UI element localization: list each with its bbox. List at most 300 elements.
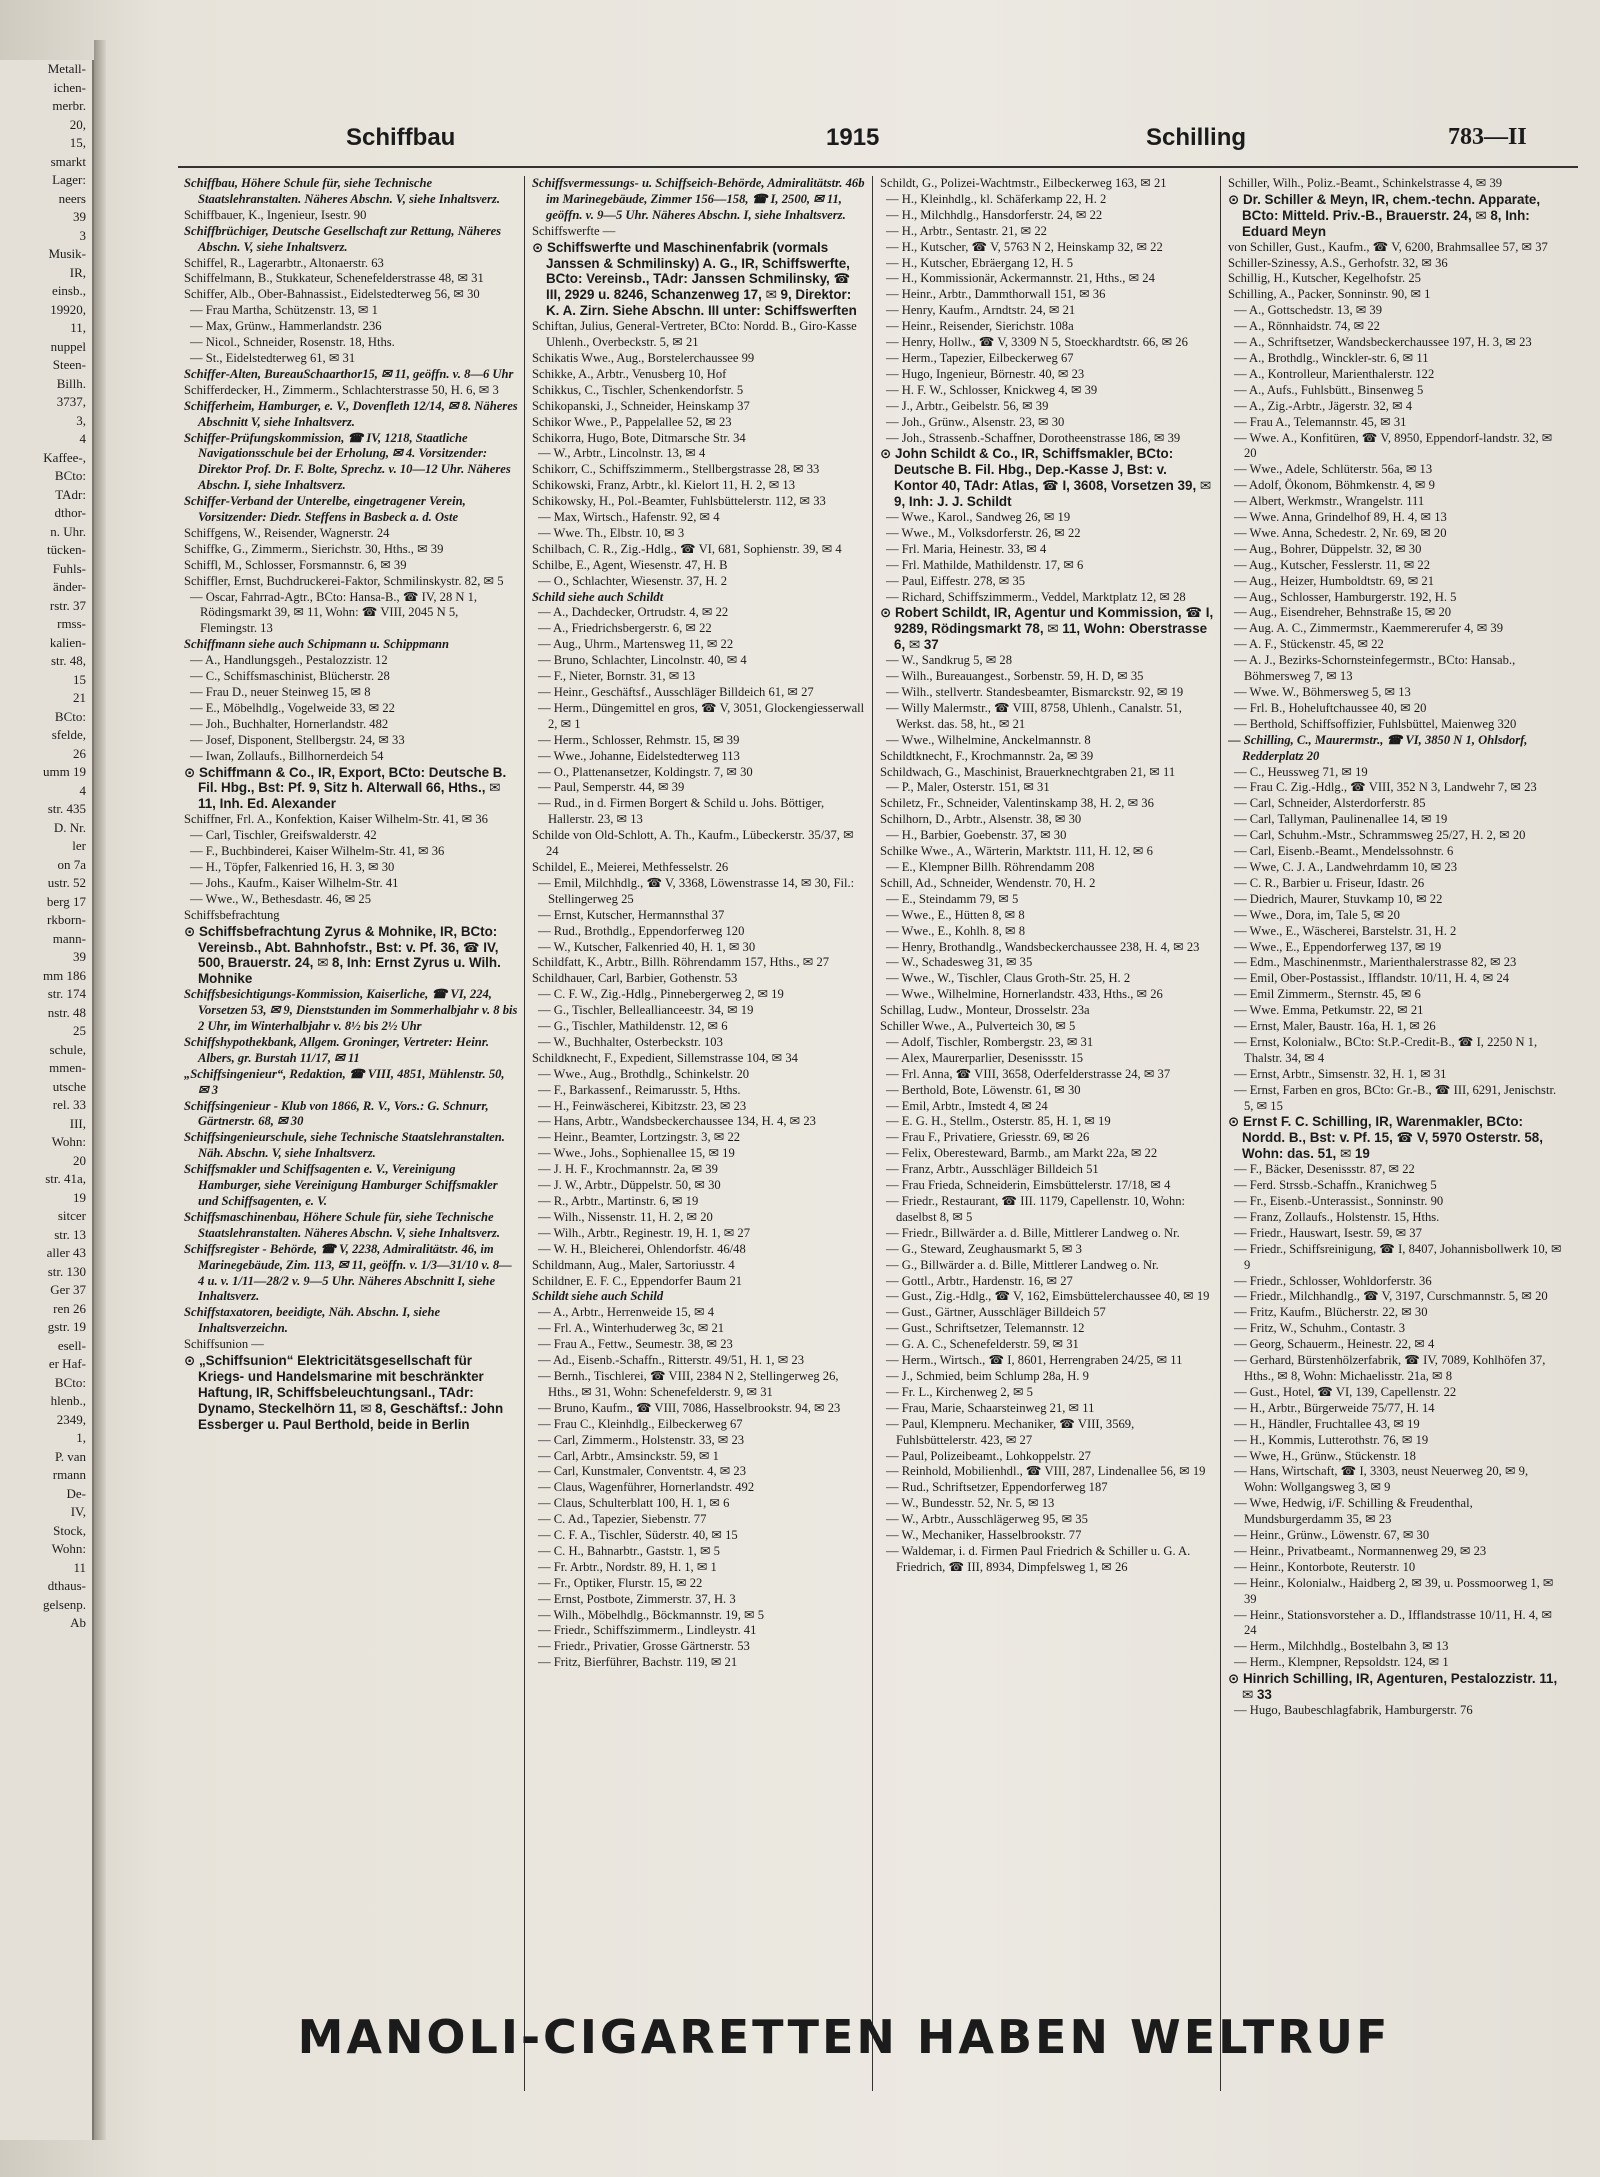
directory-entry: ⊙ Hinrich Schilling, IR, Agenturen, Pestalozzistr. 11, ✉ 33: [1228, 1671, 1558, 1703]
directory-entry: — Wwe., Johs., Sophienallee 15, ✉ 19: [538, 1146, 735, 1161]
directory-entry: — Carl, Tallyman, Paulinenallee 14, ✉ 19: [1234, 812, 1448, 827]
directory-entry: — Hugo, Baubeschlagfabrik, Hamburgerstr. 76: [1234, 1703, 1473, 1717]
directory-entry: — A., Aufs., Fuhlsbütt., Binsenweg 5: [1234, 382, 1424, 397]
directory-entry: — Carl, Schneider, Alsterdorferstr. 85: [1234, 796, 1426, 811]
directory-entry: — H., Kutscher, ☎ V, 5763 N 2, Heinskamp 32, ✉ 22: [886, 239, 1163, 254]
margin-fragment: hlenb.,: [50, 1393, 86, 1408]
margin-fragment: Stock,: [53, 1522, 86, 1538]
margin-fragment: Ger 37: [50, 1282, 86, 1297]
directory-entry: — A., Friedrichsbergerstr. 6, ✉ 22: [538, 621, 712, 636]
margin-fragment: dthaus-: [47, 1578, 86, 1593]
directory-entry: Schikor Wwe., P., Pappelallee 52, ✉ 23: [532, 414, 732, 429]
directory-entry: — F., Barkassenf., Reimarusstr. 5, Hths.: [538, 1082, 741, 1097]
margin-fragment: smarkt: [50, 153, 86, 169]
directory-entry: — Aug., Uhrm., Martensweg 11, ✉ 22: [538, 637, 734, 652]
directory-entry: Schiffbau, Höhere Schule für, siehe Technische Staatslehranstalten. Näheres Abschn. V, siehe Inhaltsverz.: [184, 176, 500, 206]
directory-entry: — Max, Grünw., Hammerlandstr. 236: [190, 319, 382, 334]
directory-entry: Schiffsmakler und Schiffsagenten e. V., Vereinigung Hamburger, siehe Vereinigung Hamburger Schiffsmakler und Schiffsagenten, e. V.: [184, 1162, 498, 1208]
directory-entry: — Heinr., Geschäftsf., Ausschläger Billdeich 61, ✉ 27: [538, 685, 814, 699]
margin-fragment: IR,: [69, 264, 86, 280]
directory-entry: Schillag, Ludw., Monteur, Drosselstr. 23a: [880, 1003, 1090, 1018]
margin-fragment: 39: [73, 949, 86, 964]
directory-entry: Schilhorn, D., Arbtr., Alsenstr. 38, ✉ 30: [880, 812, 1082, 827]
margin-fragment: D. Nr.: [53, 819, 86, 835]
directory-entry: — G., Steward, Zeughausmarkt 5, ✉ 3: [886, 1241, 1082, 1256]
directory-entry: — Wwe. Anna, Grindelhof 89, H. 4, ✉ 13: [1234, 510, 1447, 525]
directory-entry: — J. H. F., Krochmannstr. 2a, ✉ 39: [538, 1162, 718, 1177]
directory-entry: — Wilh., Nissenstr. 11, H. 2, ✉ 20: [538, 1209, 713, 1224]
directory-entry: — Wwe., Johanne, Eidelstedterweg 113: [538, 748, 740, 763]
directory-entry: — G., Tischler, Belleallianceestr. 34, ✉ 19: [538, 1003, 754, 1018]
directory-entry: — Wwe. Th., Elbstr. 10, ✉ 3: [538, 525, 685, 540]
margin-fragment: 19: [73, 1189, 86, 1205]
directory-entry: Schildel, E., Meierei, Methfesselstr. 26: [532, 859, 729, 874]
header-right-keyword: Schilling: [1146, 124, 1247, 151]
directory-entry: — W., Bundesstr. 52, Nr. 5, ✉ 13: [886, 1496, 1055, 1511]
directory-entry: — A. F., Stückenstr. 45, ✉ 22: [1234, 637, 1384, 652]
directory-entry: — Carl, Schuhm.-Mstr., Schrammsweg 25/27, H. 2, ✉ 20: [1234, 828, 1526, 843]
margin-fragment: Lager:: [52, 172, 86, 187]
directory-entry: Schiffer-Alten, BureauSchaarthor15, ✉ 11, geöffn. v. 8—6 Uhr: [184, 366, 514, 381]
directory-entry: Schiffsbefrachtung: [184, 907, 280, 922]
directory-entry: — Heinr., Reisender, Sierichstr. 108a: [886, 319, 1074, 334]
directory-entry: — A. J., Bezirks-Schornsteinfegermstr., BCto: Hansab., Böhmersweg 7, ✉ 13: [1234, 653, 1516, 684]
directory-entry: — Joh., Buchhalter, Hornerlandstr. 482: [190, 716, 389, 731]
directory-entry: Schiffer-Verband der Unterelbe, eingetragener Verein, Vorsitzender: Diedr. Steffens in Basbeck a. d. Oste: [184, 494, 466, 525]
directory-entry: — Berthold, Bote, Löwenstr. 61, ✉ 30: [886, 1082, 1081, 1097]
directory-entry: Schikowski, Franz, Arbtr., kl. Kielort 11, H. 2, ✉ 13: [532, 478, 795, 493]
directory-entry: Schill, Ad., Schneider, Wendenstr. 70, H. 2: [880, 875, 1096, 890]
directory-entry: — A., Arbtr., Herrenweide 15, ✉ 4: [538, 1305, 714, 1320]
directory-entry: — H., Kutscher, Ebräergang 12, H. 5: [886, 255, 1074, 270]
directory-entry: — Ernst, Postbote, Zimmerstr. 37, H. 3: [538, 1591, 736, 1606]
directory-entry: Schilde von Old-Schlott, A. Th., Kaufm., Lübeckerstr. 35/37, ✉ 24: [532, 828, 854, 859]
directory-entry: — A., Brothdlg., Winckler-str. 6, ✉ 11: [1234, 350, 1429, 365]
directory-entry: Schikowsky, H., Pol.-Beamter, Fuhlsbüttelerstr. 112, ✉ 33: [532, 494, 826, 509]
directory-entry: — Heinr., Beamter, Lortzingstr. 3, ✉ 22: [538, 1130, 741, 1145]
directory-entry: — Wwe. A., Konfitüren, ☎ V, 8950, Eppendorf-landstr. 32, ✉ 20: [1234, 430, 1553, 461]
margin-fragment: 4: [79, 431, 86, 446]
directory-entry: — W., Buchhalter, Osterbeckstr. 103: [538, 1034, 723, 1049]
directory-entry: — A., Handlungsgeh., Pestalozzistr. 12: [190, 653, 388, 668]
directory-entry: — Ad., Eisenb.-Schaffn., Ritterstr. 49/51, H. 1, ✉ 23: [538, 1353, 805, 1368]
directory-entry: — Friedr., Restaurant, ☎ III. 1179, Capellenstr. 10, Wohn: daselbst 8, ✉ 5: [886, 1194, 1186, 1224]
margin-fragment: kalien-: [49, 634, 86, 650]
directory-entry: — Wwe., E., Hütten 8, ✉ 8: [886, 907, 1025, 922]
margin-fragment: BCto:: [54, 468, 86, 483]
margin-fragment: dthor-: [54, 505, 86, 520]
directory-entry: — Adolf, Ökonom, Böhmkenstr. 4, ✉ 9: [1234, 478, 1435, 493]
directory-entry: — Schilling, C., Maurermstr., ☎ VI, 3850 N 1, Ohlsdorf, Redderplatz 20: [1228, 732, 1528, 763]
directory-entry: — Oscar, Fahrrad-Agtr., BCto: Hansa-B., ☎ IV, 28 N 1, Rödingsmarkt 39, ✉ 11, Wohn: ☎ VIII, 2045 N 5, Flemingstr. 13: [190, 589, 478, 636]
page-number: 783—II: [1448, 124, 1527, 150]
margin-fragment: 15: [73, 671, 86, 687]
directory-entry: ⊙ Schiffsbefrachtung Zyrus & Mohnike, IR, BCto: Vereinsb., Abt. Bahnhofstr., Bst: v. Pf. 36, ☎ IV, 500, Brauerstr. 24, ✉ 8, Inh: Ernst Zyrus u. Wilh. Mohnike: [184, 923, 501, 987]
directory-entry: — Hans, Wirtschaft, ☎ I, 3303, neust Neuerweg 20, ✉ 9, Wohn: Wollgangsweg 3, ✉ 9: [1234, 1464, 1529, 1495]
directory-entry: — Joh., Strassenb.-Schaffner, Dorotheenstrasse 186, ✉ 39: [886, 430, 1181, 445]
directory-entry: Schikke, A., Arbtr., Venusberg 10, Hof: [532, 366, 727, 381]
directory-entry: Schildtknecht, F., Krochmannstr. 2a, ✉ 39: [880, 748, 1094, 763]
adjacent-page-fragment: [0, 60, 94, 2140]
directory-entry: Schiffshypothekbank, Allgem. Groninger, Vertreter: Heinr. Albers, gr. Burstah 11/17, ✉ 11: [184, 1034, 490, 1065]
directory-entry: — Ernst, Kolonialw., BCto: St.P.-Credit-B., ☎ I, 2250 N 1, Thalstr. 34, ✉ 4: [1234, 1034, 1538, 1065]
column-2: [532, 176, 866, 2091]
footer-advertisement: MANOLI-CIGARETTEN HABEN WELTRUF: [297, 2010, 1391, 2064]
directory-entry: — Bruno, Kaufm., ☎ VIII, 7086, Hasselbrookstr. 94, ✉ 23: [538, 1400, 841, 1415]
margin-fragment: 25: [73, 1023, 86, 1038]
directory-entry: Schildhauer, Carl, Barbier, Gothenstr. 53: [532, 971, 738, 986]
directory-entry: — Richard, Schiffszimmerm., Veddel, Marktplatz 12, ✉ 28: [886, 589, 1186, 604]
column-divider: [1220, 176, 1221, 2091]
directory-entry: — W., Mechaniker, Hasselbrookstr. 77: [886, 1528, 1082, 1543]
directory-entry: — Diedrich, Maurer, Stuvkamp 10, ✉ 22: [1234, 891, 1443, 906]
running-header: [108, 118, 1580, 158]
margin-fragment: rmann: [52, 1467, 86, 1482]
directory-entry: Schillig, H., Kutscher, Kegelhofstr. 25: [1228, 271, 1421, 286]
directory-entry: — Herm., Schlosser, Rehmstr. 15, ✉ 39: [538, 732, 740, 747]
directory-entry: — Paul, Eiffestr. 278, ✉ 35: [886, 573, 1026, 588]
directory-entry: — Willy Malermstr., ☎ VIII, 8758, Uhlenh., Canalstr. 51, Werkst. das. 58, ht., ✉ 21: [886, 700, 1182, 731]
directory-entry: — J., Schmied, beim Schlump 28a, H. 9: [886, 1368, 1089, 1383]
directory-entry: — Frau F., Privatiere, Griesstr. 69, ✉ 26: [886, 1130, 1090, 1145]
margin-fragment: ichen-: [53, 79, 86, 95]
directory-entry: — A., Schriftsetzer, Wandsbeckerchaussee 197, H. 3, ✉ 23: [1234, 335, 1532, 350]
directory-entry: — C. F. A., Tischler, Süderstr. 40, ✉ 15: [538, 1528, 738, 1543]
directory-entry: — C., Schiffsmaschinist, Blücherstr. 28: [190, 669, 390, 684]
directory-entry: ⊙ Schiffmann & Co., IR, Export, BCto: Deutsche B. Fil. Hbg., Bst: Pf. 9, Sitz h. Alterwall 66, Hths., ✉ 11, Inh. Ed. Alexander: [184, 764, 507, 812]
directory-entry: — Felix, Oberesteward, Barmb., am Markt 22a, ✉ 22: [886, 1146, 1158, 1161]
directory-entry: ⊙ „Schiffsunion“ Elektricitätsgesellschaft für Kriegs- und Handelsmarine mit beschränkter Haftung, IR, Schiffsbeleuchtungsanl., TAdr: Dynamo, Steckelhörn 11, ✉ 8, Geschäftsf.: John Essberger u. Paul Berthold, beide in Berlin: [184, 1353, 504, 1432]
directory-entry: — Henry, Kaufm., Arndtstr. 24, ✉ 21: [886, 303, 1076, 318]
margin-fragment: on 7a: [57, 856, 86, 872]
directory-entry: Schiffgens, W., Reisender, Wagnerstr. 24: [184, 525, 390, 540]
margin-fragment: De-: [66, 1485, 86, 1501]
margin-fragment: IV,: [70, 1504, 86, 1519]
directory-entry: — Friedr., Schlosser, Wohldorferstr. 36: [1234, 1273, 1432, 1288]
margin-fragment: er Haf-: [48, 1356, 86, 1371]
directory-entry: — Herm., Klempner, Repsoldstr. 124, ✉ 1: [1234, 1655, 1449, 1670]
margin-fragment: Wohn:: [51, 1541, 86, 1556]
directory-entry: ⊙ Robert Schildt, IR, Agentur und Kommission, ☎ I, 9289, Rödingsmarkt 78, ✉ 11, Wohn: Oberstrasse 6, ✉ 37: [880, 605, 1214, 653]
directory-entry: Schild siehe auch Schildt: [532, 589, 664, 604]
directory-entry: — C. R., Barbier u. Friseur, Idastr. 26: [1234, 875, 1425, 890]
directory-entry: — Wwe., Dora, im, Tale 5, ✉ 20: [1234, 907, 1400, 922]
directory-entry: — O., Schlachter, Wiesenstr. 37, H. 2: [538, 573, 728, 588]
directory-entry: — Wwe., Karol., Sandweg 26, ✉ 19: [886, 510, 1071, 525]
directory-entry: — C., Heussweg 71, ✉ 19: [1234, 764, 1368, 779]
directory-entry: — Reinhold, Mobilienhdl., ☎ VIII, 287, Lindenallee 56, ✉ 19: [886, 1464, 1206, 1479]
directory-entry: — C. H., Bahnarbtr., Gaststr. 1, ✉ 5: [538, 1543, 720, 1558]
margin-fragment: BCto:: [54, 708, 86, 724]
directory-entry: — Franz, Arbtr., Ausschläger Billdeich 51: [886, 1162, 1099, 1177]
directory-entry: — H., Kommis, Lutterothstr. 76, ✉ 19: [1234, 1432, 1429, 1447]
directory-entry: — Paul, Klempneru. Mechaniker, ☎ VIII, 3569, Fuhlsbüttelerstr. 423, ✉ 27: [886, 1416, 1135, 1447]
directory-entry: — Wwe., Wilhelmine, Anckelmannstr. 8: [886, 732, 1091, 747]
margin-fragment: Billh.: [56, 375, 86, 391]
directory-entry: — H., Barbier, Goebenstr. 37, ✉ 30: [886, 828, 1067, 843]
directory-entry: — Friedr., Privatier, Grosse Gärtnerstr. 53: [538, 1639, 750, 1654]
directory-entry: — Fritz, W., Schuhm., Contastr. 3: [1234, 1321, 1406, 1336]
directory-entry: — Wwe., W., Bethesdastr. 46, ✉ 25: [190, 891, 372, 906]
directory-entry: ⊙ Dr. Schiller & Meyn, IR, chem.-techn. Apparate, BCto: Mitteld. Priv.-B., Brauerstr. 24, ✉ 8, Inh: Eduard Meyn: [1228, 191, 1541, 239]
directory-entry: — Gust., Hotel, ☎ VI, 139, Capellenstr. 22: [1234, 1384, 1457, 1399]
directory-entry: Schikorra, Hugo, Bote, Ditmarsche Str. 34: [532, 430, 746, 445]
directory-entry: — Fritz, Bierführer, Bachstr. 119, ✉ 21: [538, 1655, 738, 1670]
margin-fragment: III,: [69, 1115, 86, 1131]
directory-entry: — Wwe, C. J. A., Landwehrdamm 10, ✉ 23: [1234, 859, 1457, 874]
margin-fragment: tücken-: [47, 542, 86, 557]
directory-entry: — Wwe., E., Kohlh. 8, ✉ 8: [886, 923, 1026, 938]
margin-fragment: Ab: [70, 1615, 86, 1630]
directory-entry: — Wwe., Wilhelmine, Hornerlandstr. 433, Hths., ✉ 26: [886, 987, 1163, 1002]
directory-entry: — Frau Martha, Schützenstr. 13, ✉ 1: [190, 303, 378, 318]
directory-entry: — Gottl., Arbtr., Hardenstr. 16, ✉ 27: [886, 1273, 1073, 1288]
margin-fragment: utsche: [52, 1078, 86, 1094]
directory-entry: — Wwe., E., Eppendorferweg 137, ✉ 19: [1234, 939, 1442, 954]
margin-fragment: ustr. 52: [47, 875, 86, 890]
directory-entry: Schildwach, G., Maschinist, Brauerknechtgraben 21, ✉ 11: [880, 764, 1176, 779]
margin-fragment: Wohn:: [51, 1134, 86, 1149]
directory-entry: — Herm., Tapezier, Eilbeckerweg 67: [886, 350, 1074, 365]
directory-entry: — W., Arbtr., Lincolnstr. 13, ✉ 4: [538, 446, 706, 461]
directory-entry: Schikorr, C., Schiffszimmerm., Stellbergstrasse 28, ✉ 33: [532, 462, 820, 477]
margin-fragment: 1,: [76, 1430, 86, 1445]
directory-entry: — Rud., in d. Firmen Borgert & Schild u. Johs. Böttiger, Hallerstr. 23, ✉ 13: [538, 796, 825, 827]
directory-entry: Schiffstaxatoren, beeidigte, Näh. Abschn. I, siehe Inhaltsverzeichn.: [184, 1305, 441, 1336]
margin-fragment: 39: [73, 209, 86, 224]
directory-entry: — Frau A., Telemannstr. 45, ✉ 31: [1234, 414, 1407, 429]
directory-entry: — Emil Zimmerm., Sternstr. 45, ✉ 6: [1234, 987, 1421, 1002]
directory-entry: — J. W., Arbtr., Düppelstr. 50, ✉ 30: [538, 1178, 721, 1193]
margin-fragment: Musik-: [48, 246, 86, 261]
margin-fragment: mann-: [52, 930, 86, 946]
directory-entry: — Carl, Kunstmaler, Conventstr. 4, ✉ 23: [538, 1464, 747, 1479]
directory-entry: Schiller-Szinessy, A.S., Gerhofstr. 32, ✉ 36: [1228, 255, 1448, 270]
margin-fragment: str. 13: [54, 1226, 86, 1242]
directory-entry: Schiffbrüchiger, Deutsche Gesellschaft zur Rettung, Näheres Abschn. V, siehe Inhaltsverz.: [184, 223, 502, 254]
directory-entry: — Rud., Schriftsetzer, Eppendorferweg 187: [886, 1480, 1108, 1495]
directory-entry: — W., Sandkrug 5, ✉ 28: [886, 653, 1012, 668]
directory-entry: — Emil, Ober-Postassist., Ifflandstr. 10/11, H. 4, ✉ 24: [1234, 971, 1510, 986]
directory-entry: — Claus, Schulterblatt 100, H. 1, ✉ 6: [538, 1496, 730, 1511]
directory-entry: — Paul, Polizeibeamt., Lohkoppelstr. 27: [886, 1448, 1091, 1463]
directory-entry: — Emil, Milchhdlg., ☎ V, 3368, Löwenstrasse 14, ✉ 30, Fil.: Stellingerweg 25: [538, 875, 855, 906]
margin-fragment: schule,: [49, 1041, 86, 1057]
directory-entry: — Carl, Eisenb.-Beamt., Mendelssohnstr. 6: [1234, 844, 1454, 859]
directory-entry: Schifferdecker, H., Zimmerm., Schlachterstrasse 50, H. 6, ✉ 3: [184, 382, 499, 397]
directory-entry: — Heinr., Stationsvorsteher a. D., Ifflandstrasse 10/11, H. 4, ✉ 24: [1234, 1607, 1552, 1638]
directory-entry: — H., Arbtr., Sentastr. 21, ✉ 22: [886, 223, 1047, 238]
directory-entry: — F., Nieter, Bornstr. 31, ✉ 13: [538, 669, 696, 684]
directory-entry: — O., Plattenansetzer, Koldingstr. 7, ✉ 30: [538, 764, 753, 779]
directory-entry: — St., Eidelstedterweg 61, ✉ 31: [190, 350, 356, 365]
directory-entry: — G., Tischler, Mathildenstr. 12, ✉ 6: [538, 1019, 728, 1034]
directory-entry: — F., Bäcker, Desenissstr. 87, ✉ 22: [1234, 1162, 1415, 1177]
margin-fragment: rkborn-: [47, 912, 86, 927]
directory-entry: — Gerhard, Bürstenhölzerfabrik, ☎ IV, 7089, Kohlhöfen 37, Hths., ✉ 8, Wohn: Michaelisstr. 21a, ✉ 8: [1234, 1353, 1546, 1383]
directory-entry: — Georg, Schauerm., Heinestr. 22, ✉ 4: [1234, 1337, 1435, 1352]
directory-entry: — Franz, Zollaufs., Holstenstr. 15, Hths.: [1234, 1209, 1440, 1224]
directory-entry: — Aug., Kutscher, Fesslerstr. 11, ✉ 22: [1234, 557, 1431, 572]
directory-entry: — Frau D., neuer Steinweg 15, ✉ 8: [190, 685, 371, 699]
directory-entry: — Adolf, Tischler, Rombergstr. 23, ✉ 31: [886, 1034, 1094, 1049]
directory-entry: — Wilh., Bureauangest., Sorbenstr. 59, H. D, ✉ 35: [886, 669, 1144, 684]
directory-entry: — Herm., Wirtsch., ☎ I, 8601, Herrengraben 24/25, ✉ 11: [886, 1353, 1183, 1368]
directory-entry: — Aug., Heizer, Humboldtstr. 69, ✉ 21: [1234, 573, 1434, 588]
directory-entry: „Schiffsingenieur“, Redaktion, ☎ VIII, 4851, Mühlenstr. 50, ✉ 3: [184, 1066, 505, 1097]
directory-entry: — Frau, Marie, Schaarsteinweg 21, ✉ 11: [886, 1400, 1095, 1415]
directory-entry: — E., Möbelhdlg., Vogelweide 33, ✉ 22: [190, 700, 395, 715]
directory-entry: — H., Kommissionär, Ackermannstr. 21, Hths., ✉ 24: [886, 271, 1155, 286]
header-year: 1915: [826, 124, 880, 151]
margin-fragment: P. van: [54, 1448, 86, 1464]
margin-fragment: 15,: [69, 135, 86, 150]
margin-fragment: mm 186: [43, 967, 86, 983]
directory-entry: — Wilh., stellvertr. Standesbeamter, Bismarckstr. 92, ✉ 19: [886, 685, 1184, 699]
directory-entry: — Paul, Semperstr. 44, ✉ 39: [538, 780, 685, 795]
directory-entry: — Nicol., Schneider, Rosenstr. 18, Hths.: [190, 335, 395, 350]
margin-fragment: str. 48,: [50, 653, 86, 668]
directory-entry: Schiffsunion —: [184, 1337, 264, 1352]
directory-entry: Schiffbauer, K., Ingenieur, Isestr. 90: [184, 207, 367, 222]
directory-entry: — A., Zig.-Arbtr., Jägerstr. 32, ✉ 4: [1234, 398, 1413, 413]
directory-entry: — Herm., Düngemittel en gros, ☎ V, 3051, Glockengiesserwall 2, ✉ 1: [538, 700, 865, 731]
directory-entry: — Fr., Eisenb.-Unterassist., Sonninstr. 90: [1234, 1194, 1444, 1208]
header-left-keyword: Schiffbau: [346, 124, 456, 151]
column-divider: [524, 176, 525, 2091]
margin-fragment: gelsenp.: [43, 1596, 86, 1612]
directory-entry: Schildknecht, F., Expedient, Sillemstrasse 104, ✉ 34: [532, 1050, 798, 1065]
directory-entry: — Hans, Arbtr., Wandsbeckerchaussee 134, H. 4, ✉ 23: [538, 1114, 816, 1129]
directory-entry: Schilke Wwe., A., Wärterin, Marktstr. 111, H. 12, ✉ 6: [880, 844, 1153, 859]
directory-entry: — Ernst, Arbtr., Simsenstr. 32, H. 1, ✉ 31: [1234, 1066, 1447, 1081]
directory-entry: — H., Arbtr., Bürgerweide 75/77, H. 14: [1234, 1400, 1435, 1415]
directory-entry: — Rud., Brothdlg., Eppendorferweg 120: [538, 923, 745, 938]
margin-fragment: Metall-: [47, 61, 86, 76]
directory-entry: — Wwe., Aug., Brothdlg., Schinkelstr. 20: [538, 1066, 750, 1081]
directory-entry: — Carl, Tischler, Greifswalderstr. 42: [190, 828, 377, 843]
directory-entry: — Iwan, Zollaufs., Billhornerdeich 54: [190, 748, 384, 763]
margin-fragment: 3737,: [56, 394, 86, 409]
directory-entry: — Bruno, Schlachter, Lincolnstr. 40, ✉ 4: [538, 653, 747, 668]
directory-entry: — Henry, Brothandlg., Wandsbeckerchaussee 238, H. 4, ✉ 23: [886, 939, 1200, 954]
directory-entry: Schiffsbesichtigungs-Kommission, Kaiserliche, ☎ VI, 224, Vorsetzen 53, ✉ 9, Dienststunden im Sommerhalbjahr v. 8 bis 2 Uhr, im Winterhalbjahr v. 8½ bis 2½ Uhr: [184, 987, 518, 1034]
directory-entry: — Joh., Grünw., Alsenstr. 23, ✉ 30: [886, 414, 1065, 429]
directory-entry: Schildfatt, K., Arbtr., Billh. Röhrendamm 157, Hths., ✉ 27: [532, 955, 830, 970]
directory-entry: Schiller, Wilh., Poliz.-Beamt., Schinkelstrasse 4, ✉ 39: [1228, 176, 1503, 190]
directory-entry: — Heinr., Arbtr., Dammthorwall 151, ✉ 36: [886, 287, 1106, 302]
margin-fragment: neers: [58, 190, 86, 206]
directory-entry: — E. G. H., Stellm., Osterstr. 85, H. 1, ✉ 19: [886, 1114, 1111, 1129]
margin-fragment: 3: [79, 227, 86, 243]
column-4: [1228, 176, 1562, 2091]
margin-fragment: 3,: [76, 412, 86, 428]
directory-entry: — H., Töpfer, Falkenried 16, H. 3, ✉ 30: [190, 859, 395, 874]
margin-fragment: 11: [73, 1559, 86, 1575]
directory-entry: — R., Arbtr., Martinstr. 6, ✉ 19: [538, 1194, 699, 1208]
directory-entry: Schilling, A., Packer, Sonninstr. 90, ✉ 1: [1228, 287, 1431, 302]
directory-entry: — E., Steindamm 79, ✉ 5: [886, 891, 1019, 906]
margin-fragment: ren 26: [53, 1300, 86, 1316]
directory-entry: — Alex, Maurerparlier, Desenissstr. 15: [886, 1050, 1084, 1065]
directory-entry: — Ferd. Strssb.-Schaffn., Kranichweg 5: [1234, 1178, 1437, 1193]
directory-entry: — Wwe., Adele, Schlüterstr. 56a, ✉ 13: [1234, 462, 1433, 477]
directory-entry: — Fr., Optiker, Flurstr. 15, ✉ 22: [538, 1575, 703, 1590]
directory-entry: — Fr. Arbtr., Nordstr. 89, H. 1, ✉ 1: [538, 1559, 717, 1574]
directory-entry: — W., Schadesweg 31, ✉ 35: [886, 955, 1033, 970]
directory-entry: — A., Dachdecker, Ortrudstr. 4, ✉ 22: [538, 605, 729, 620]
column-3: [880, 176, 1214, 2091]
directory-entry: — Gust., Gärtner, Ausschläger Billdeich 57: [886, 1305, 1106, 1320]
margin-fragment: merbr.: [52, 98, 86, 113]
directory-entry: Schiffl, M., Schlosser, Forsmannstr. 6, ✉ 39: [184, 557, 407, 572]
margin-fragment: 11,: [70, 320, 86, 335]
directory-entry: von Schiller, Gust., Kaufm., ☎ V, 6200, Brahmsallee 57, ✉ 37: [1228, 239, 1548, 254]
margin-fragment: mmen-: [49, 1060, 86, 1075]
margin-fragment: str. 41a,: [45, 1171, 86, 1186]
directory-entry: — Gust., Zig.-Hdlg., ☎ V, 162, Eimsbüttelerchaussee 40, ✉ 19: [886, 1289, 1210, 1304]
directory-entry: — Carl, Zimmerm., Holstenstr. 33, ✉ 23: [538, 1432, 745, 1447]
directory-entry: — Frl. B., Hoheluftchaussee 40, ✉ 20: [1234, 700, 1427, 715]
directory-entry: — Wilh., Arbtr., Reginestr. 19, H. 1, ✉ 27: [538, 1225, 751, 1240]
directory-entry: — Heinr., Grünw., Löwenstr. 67, ✉ 30: [1234, 1528, 1430, 1543]
directory-entry: — Friedr., Schiffsreinigung, ☎ I, 8407, Johannisbollwerk 10, ✉ 9: [1234, 1241, 1562, 1272]
directory-entry: Schiffel, R., Lagerarbtr., Altonaerstr. 63: [184, 255, 384, 270]
header-rule: [178, 166, 1578, 168]
directory-entry: — Wwe., W., Tischler, Claus Groth-Str. 25, H. 2: [886, 971, 1131, 986]
directory-entry: Schiffelmann, B., Stukkateur, Schenefelderstrasse 48, ✉ 31: [184, 271, 484, 286]
directory-entry: Schiffsregister - Behörde, ☎ V, 2238, Admiralitätstr. 46, im Marinegebäude, Zim. 113, ✉ 11, geöffn. v. 1/3—31/10 v. 8—4 u. v. 1/11—28/2 v. 9—5 Uhr. Näheres Abschnitt I, siehe Inhaltsverz.: [184, 1241, 512, 1304]
directory-entry: Schilbach, C. R., Zig.-Hdlg., ☎ VI, 681, Sophienstr. 39, ✉ 4: [532, 541, 842, 556]
margin-fragment: umm 19: [43, 764, 86, 779]
directory-entry: — Waldemar, i. d. Firmen Paul Friedrich & Schiller u. G. A. Friedrich, ☎ III, 8934, Dimpfelsweg 1, ✉ 26: [886, 1543, 1191, 1574]
margin-fragment: n. Uhr.: [50, 523, 86, 539]
directory-entry: Schildt, G., Polizei-Wachtmstr., Eilbeckerweg 163, ✉ 21: [880, 176, 1167, 190]
directory-entry: ⊙ Schiffswerfte und Maschinenfabrik (vormals Janssen & Schmilinsky) A. G., IR, Schiffswerfte, BCto: Vereinsb., TAdr: Janssen Schmilinsky, ☎ III, 2929 u. 8246, Schanzenweg 17, ✉ 9, Direktor: K. A. Zirn. Siehe Abschn. III unter: Schiffswerften: [532, 239, 857, 319]
directory-entry: Schiffke, G., Zimmerm., Sierichstr. 30, Hths., ✉ 39: [184, 541, 444, 556]
directory-entry: — Herm., Milchhdlg., Bostelbahn 3, ✉ 13: [1234, 1639, 1449, 1654]
directory-entry: — W. H., Bleicherei, Ohlendorfstr. 46/48: [538, 1241, 746, 1256]
directory-entry: — Fr. L., Kirchenweg 2, ✉ 5: [886, 1384, 1033, 1399]
directory-entry: — Wwe, Hedwig, i/F. Schilling & Freudenthal, Mundsburgerdamm 35, ✉ 23: [1234, 1496, 1473, 1527]
margin-fragment: 20: [73, 1152, 86, 1168]
margin-fragment: gstr. 19: [47, 1319, 86, 1334]
directory-entry: Schiletz, Fr., Schneider, Valentinskamp 38, H. 2, ✉ 36: [880, 796, 1154, 811]
directory-entry: Schildner, E. F. C., Eppendorfer Baum 21: [532, 1273, 743, 1288]
margin-fragment: 19920,: [50, 301, 86, 317]
directory-entry: Schildt siehe auch Schild: [532, 1289, 664, 1304]
directory-entry: — F., Buchbinderei, Kaiser Wilhelm-Str. 41, ✉ 36: [190, 844, 445, 859]
column-divider: [872, 176, 873, 2091]
directory-entry: Schikkus, C., Tischler, Schenkendorfstr. 5: [532, 382, 744, 397]
directory-entry: Schildmann, Aug., Maler, Sartoriusstr. 4: [532, 1257, 735, 1272]
directory-entry: Schilbe, E., Agent, Wiesenstr. 47, H. B: [532, 557, 728, 572]
directory-entry: — Heinr., Privatbeamt., Normannenweg 29, ✉ 23: [1234, 1543, 1487, 1558]
margin-fragment: rstr. 37: [49, 597, 86, 613]
directory-entry: — Wwe, H., Grünw., Stückenstr. 18: [1234, 1448, 1416, 1463]
directory-entry: ⊙ Ernst F. C. Schilling, IR, Warenmakler, BCto: Nordd. B., Bst: v. Pf. 15, ☎ V, 5970 Osterstr. 58, Wohn: das. 51, ✉ 19: [1228, 1114, 1543, 1162]
margin-fragment: nuppel: [50, 338, 86, 354]
margin-fragment: TAdr:: [55, 486, 86, 502]
directory-entry: — Claus, Wagenführer, Hornerlandstr. 492: [538, 1480, 755, 1495]
directory-entry: — Wwe., M., Volksdorferstr. 26, ✉ 22: [886, 525, 1081, 540]
directory-entry: Schifferheim, Hamburger, e. V., Dovenfleth 12/14, ✉ 8. Näheres Abschnitt V, siehe Inhaltsverz.: [184, 398, 518, 429]
margin-fragment: 4: [79, 782, 86, 798]
margin-fragment: sitcer: [57, 1208, 86, 1223]
directory-entry: — Ernst, Kutscher, Hermannsthal 37: [538, 907, 725, 922]
directory-entry: — Fritz, Kaufm., Blücherstr. 22, ✉ 30: [1234, 1305, 1428, 1320]
directory-entry: — A., Kontrolleur, Marienthalerstr. 122: [1234, 366, 1435, 381]
